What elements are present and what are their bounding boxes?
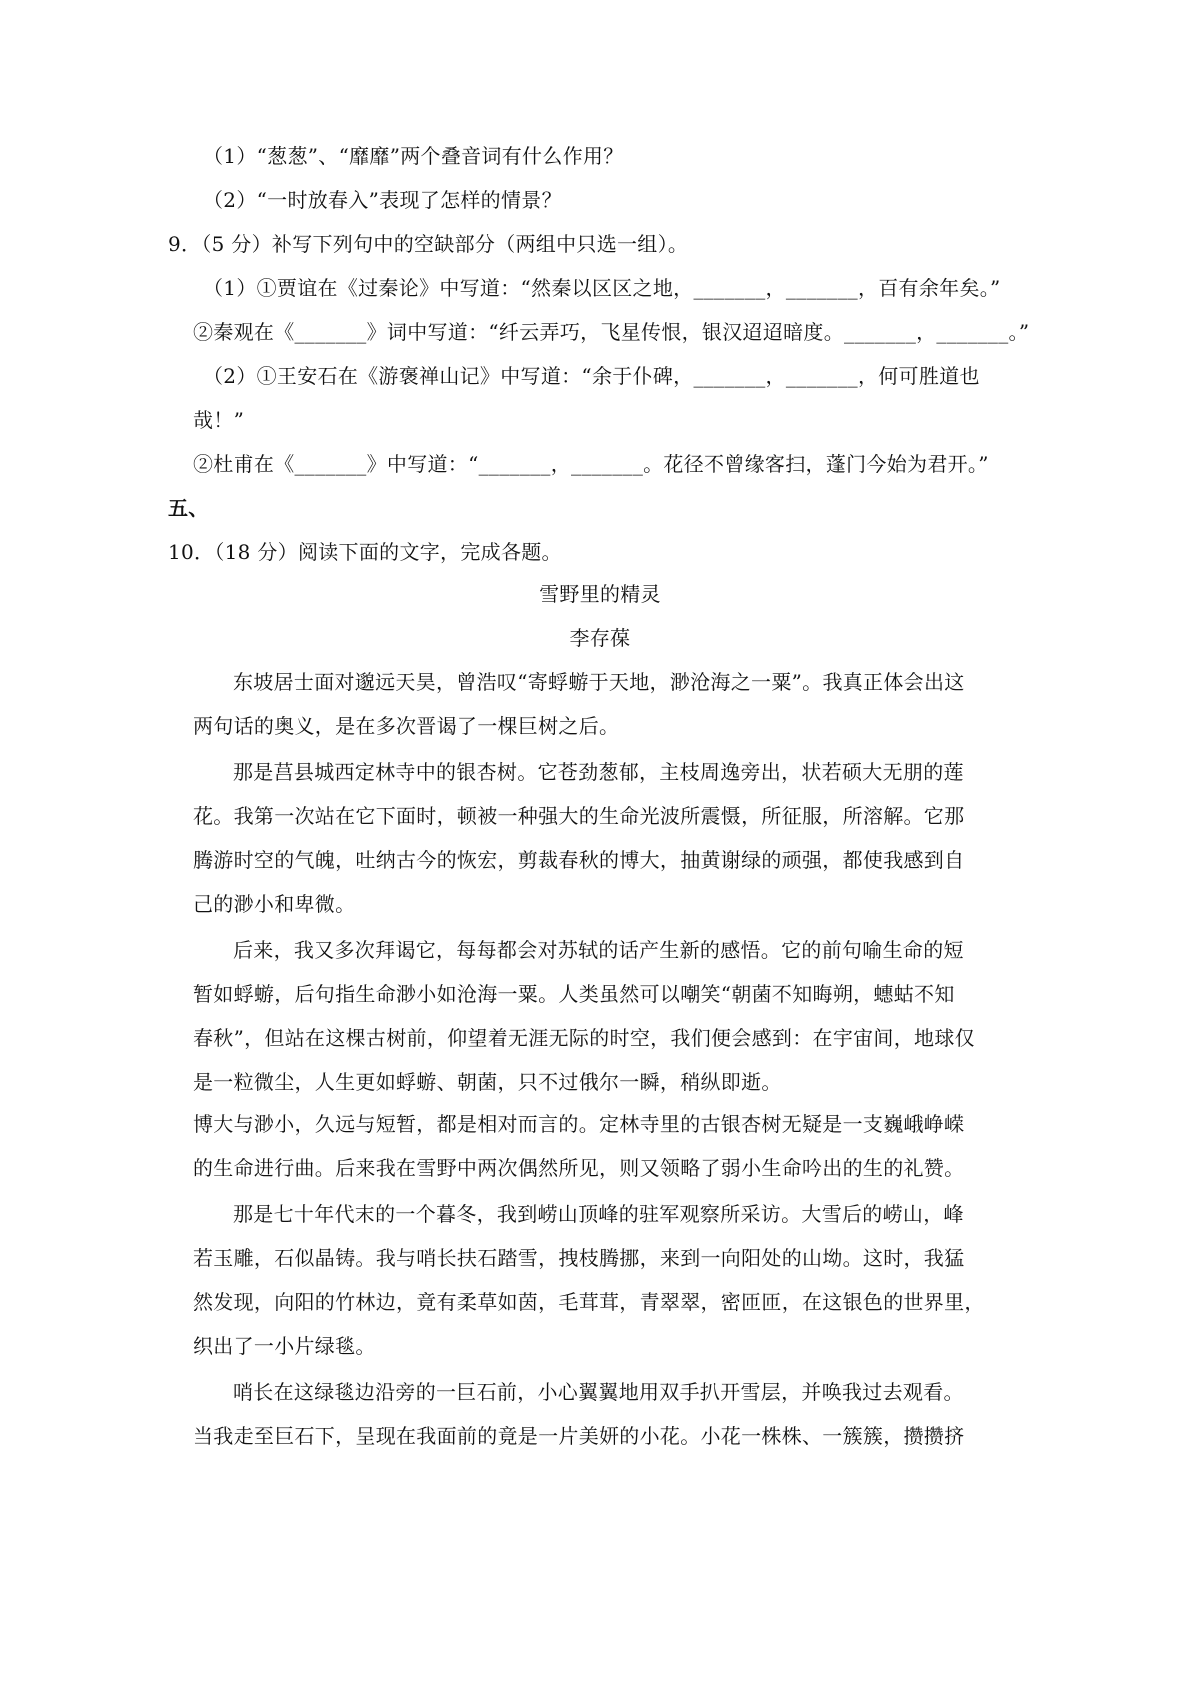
article-line: 春秋”，但站在这棵古树前，仰望着无涯无际的时空，我们便会感到：在宇宙间，地球仅 <box>193 1026 975 1050</box>
article-line: 的生命进行曲。后来我在雪野中两次偶然所见，则又领略了弱小生命吟出的生的礼赞。 <box>193 1156 965 1180</box>
question-9-group-1-line-2: ②秦观在《_______》词中写道：“纤云弄巧，飞星传恨，银汉迢迢暗度。_______，_______。” <box>193 320 1030 344</box>
article-line: 花。我第一次站在它下面时，顿被一种强大的生命光波所震慑，所征服，所溶解。它那 <box>193 804 965 828</box>
article-line: 己的渺小和卑微。 <box>193 892 356 916</box>
article-line: 腾游时空的气魄，吐纳古今的恢宏，剪裁春秋的博大，抽黄谢绿的顽强，都使我感到自 <box>193 848 965 872</box>
question-8-sub-2: （2）“一时放春入”表现了怎样的情景？ <box>203 188 562 212</box>
article-line: 那是七十年代末的一个暮冬，我到崂山顶峰的驻军观察所采访。大雪后的崂山，峰 <box>233 1202 964 1226</box>
article-author: 李存葆 <box>569 626 631 650</box>
article-line: 若玉雕，石似晶铸。我与哨长扶石踏雪，拽枝腾挪，来到一向阳处的山坳。这时，我猛 <box>193 1246 965 1270</box>
article-line: 那是莒县城西定林寺中的银杏树。它苍劲葱郁，主枝周逸旁出，状若硕大无朋的莲 <box>233 760 964 784</box>
question-9-group-1-line-1: （1）①贾谊在《过秦论》中写道：“然秦以区区之地，_______，_______，百有余年矣。” <box>203 276 1001 300</box>
question-9-stem: 9．（5 分）补写下列句中的空缺部分（两组中只选一组）。 <box>168 232 689 256</box>
section-5-heading: 五、 <box>168 496 209 520</box>
question-8-sub-1: （1）“葱葱”、“靡靡”两个叠音词有什么作用？ <box>203 144 624 168</box>
article-line: 暂如蜉蝣，后句指生命渺小如沧海一粟。人类虽然可以嘲笑“朝菌不知晦朔，蟪蛄不知 <box>193 982 955 1006</box>
article-line: 后来，我又多次拜谒它，每每都会对苏轼的话产生新的感悟。它的前句喻生命的短 <box>233 938 964 962</box>
article-line: 东坡居士面对邈远天昊，曾浩叹“寄蜉蝣于天地，渺沧海之一粟”。我真正体会出这 <box>233 670 965 694</box>
article-line: 当我走至巨石下，呈现在我面前的竟是一片美妍的小花。小花一株株、一簇簇，攒攒挤 <box>193 1424 965 1448</box>
question-9-group-2-line-1-cont: 哉！” <box>193 408 245 432</box>
article-line: 哨长在这绿毯边沿旁的一巨石前，小心翼翼地用双手扒开雪层，并唤我过去观看。 <box>233 1380 964 1404</box>
article-title: 雪野里的精灵 <box>539 582 661 606</box>
question-9-group-2-line-1: （2）①王安石在《游褒禅山记》中写道：“余于仆碑，_______，_______，何可胜道也 <box>203 364 980 388</box>
article-line: 是一粒微尘，人生更如蜉蝣、朝菌，只不过俄尔一瞬，稍纵即逝。 <box>193 1070 782 1094</box>
article-line: 然发现，向阳的竹林边，竟有柔草如茵，毛茸茸，青翠翠，密匝匝，在这银色的世界里， <box>193 1290 985 1314</box>
article-line: 两句话的奥义，是在多次晋谒了一棵巨树之后。 <box>193 714 620 738</box>
article-line: 织出了一小片绿毯。 <box>193 1334 376 1358</box>
article-line: 博大与渺小，久远与短暂，都是相对而言的。定林寺里的古银杏树无疑是一支巍峨峥嵘 <box>193 1112 965 1136</box>
question-9-group-2-line-2: ②杜甫在《_______》中写道：“_______，_______。花径不曾缘客扫，蓬门今始为君开。” <box>193 452 989 476</box>
question-10-stem: 10．（18 分）阅读下面的文字，完成各题。 <box>168 540 562 564</box>
